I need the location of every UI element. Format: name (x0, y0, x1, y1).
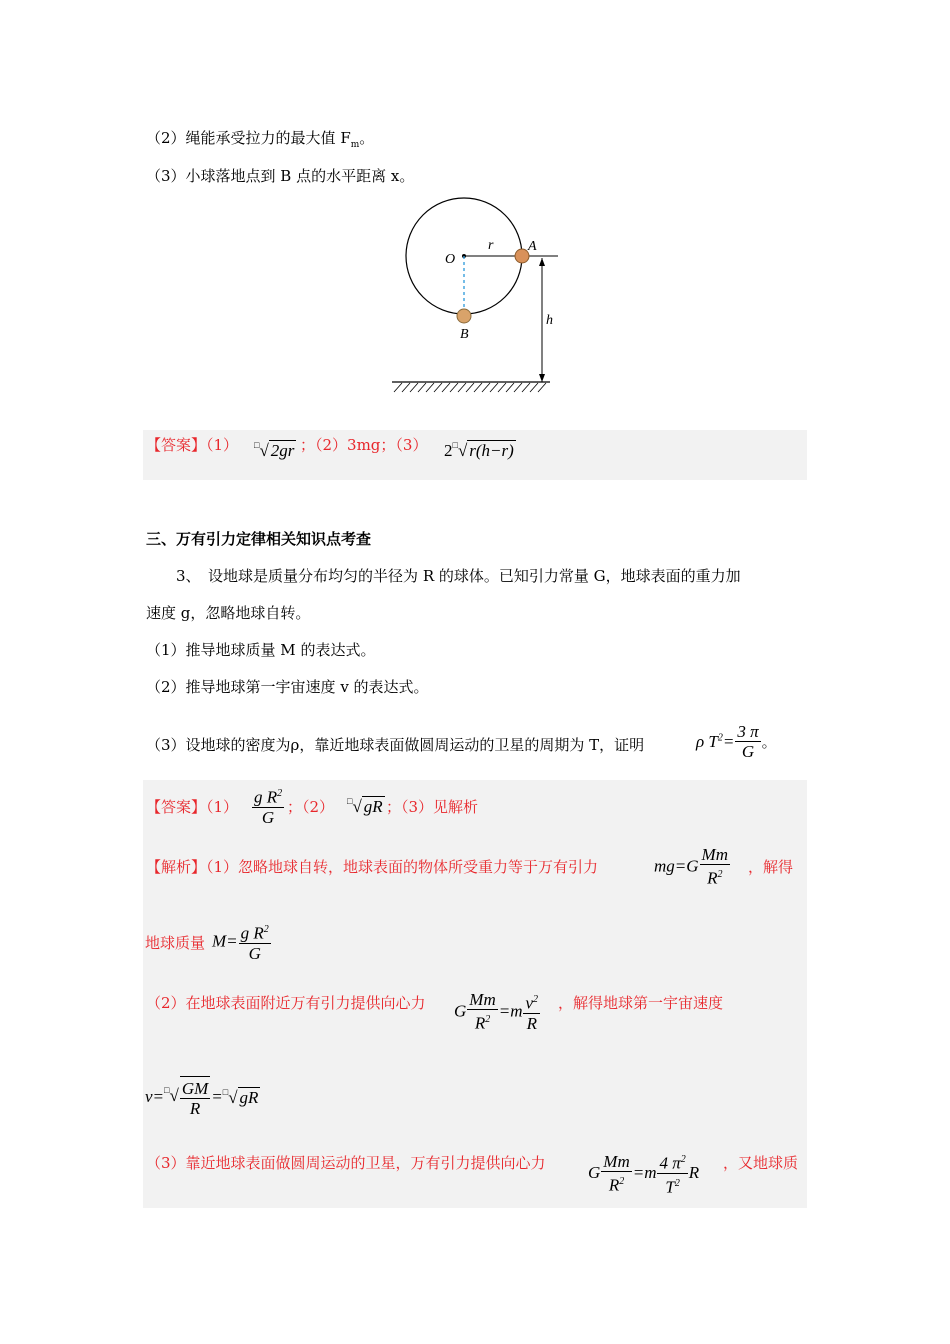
answer-2-f1: $\frac{g R^2}{G}$ (251, 784, 285, 827)
q3-intro-a: 3、 设地球是质量分布均匀的半径为 R 的球体。已知引力常量 G，地球表面的重力加 (176, 567, 741, 585)
label-b: B (460, 327, 469, 342)
q3-formula: ρ $T^2=$ $\frac{3 \pi}{G}$ 。 (696, 722, 777, 761)
ball-b (457, 309, 471, 323)
arrow-down (539, 374, 545, 382)
answer-1-sqrt2: 2□√ r(h−r) (444, 440, 514, 460)
analysis-line-3: （2）在地球表面附近万有引力提供向心力 (146, 994, 426, 1012)
q3-intro-b: 速度 g，忽略地球自转。 (146, 604, 311, 622)
analysis-line-5: （3）靠近地球表面做圆周运动的卫星，万有引力提供向心力 (146, 1154, 546, 1172)
section-3-title: 三、万有引力定律相关知识点考查 (146, 530, 372, 548)
q3-part2: （2）推导地球第一宇宙速度 v 的表达式。 (146, 678, 429, 696)
q2-part3: （3）小球落地点到 B 点的水平距离 x。 (146, 167, 415, 185)
ball-a (515, 249, 529, 263)
q3-part3: （3）设地球的密度为ρ，靠近地球表面做圆周运动的卫星的周期为 T，证明 (146, 736, 645, 754)
analysis-formula-1: mg=G $\frac{Mm}{R^2}$ (654, 845, 728, 888)
label-h: h (546, 313, 553, 328)
answer-2-mid: ；（2） (287, 798, 335, 816)
analysis-line-3-end: ，解得地球第一宇宙速度 (558, 994, 724, 1012)
analysis-line-1: 【解析】（1）忽略地球自转，地球表面的物体所受重力等于万有引力 (146, 858, 599, 876)
circle-pendulum-figure (388, 196, 568, 396)
label-r: r (488, 238, 494, 253)
analysis-formula-2: M= $\frac{g R^2}{G}$ (212, 920, 272, 963)
answer-1-mid: ；（2）3mg；（3） (300, 436, 428, 454)
ground-hatch (394, 383, 546, 392)
analysis-formula-5: G $\frac{Mm}{R^2}$ =m $\frac{4 \pi^2}{T^2}$ R (588, 1151, 700, 1197)
answer-2-end: ；（3）见解析 (386, 798, 479, 816)
answer-1-sqrt1: □√ 2gr (254, 440, 295, 460)
q3-part1: （1）推导地球质量 M 的表达式。 (146, 641, 376, 659)
analysis-line-5-end: ，又地球质 (723, 1154, 799, 1172)
answer-2-sqrt: □√ gR (347, 796, 383, 816)
label-o: O (445, 252, 456, 267)
label-a: A (528, 239, 537, 254)
answer-2: 【答案】（1） (146, 798, 239, 816)
analysis-line-1-end: ，解得 (748, 858, 794, 876)
analysis-line-2: 地球质量 (145, 934, 206, 952)
analysis-formula-4: v=□√ $\frac{GM}{R}$ =□√ gR (145, 1076, 260, 1118)
analysis-formula-3: G $\frac{Mm}{R^2}$ =m $\frac{v^2}{R}$ (454, 990, 539, 1033)
q2-part2: （2）绳能承受拉力的最大值 $F_m$。 (146, 129, 375, 150)
arrow-up (539, 258, 545, 266)
answer-1: 【答案】（1） (146, 436, 239, 454)
